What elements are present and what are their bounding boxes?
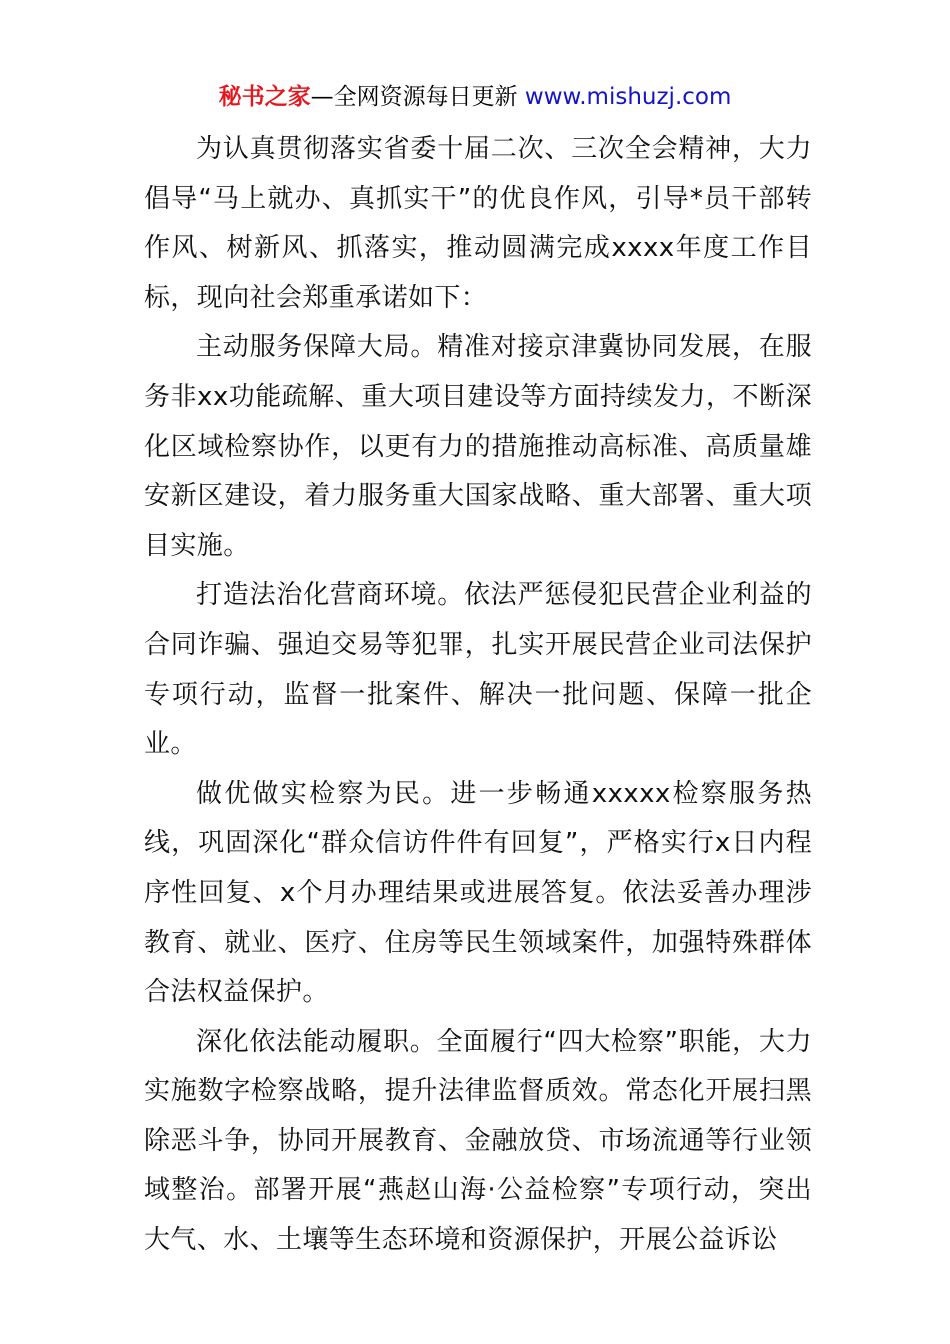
- header-tagline: —全网资源每日更新: [310, 84, 518, 110]
- page-header: [0, 80, 950, 114]
- paragraph-serve-people: 做优做实检察为民。进一步畅通xxxxx检察服务热线，巩固深化“群众信访件件有回复”，严格实行x日内程序性回复、x个月办理结果或进展答复。依法妥善办理涉教育、就业、医疗、住房等民生领域案件，加强特殊群体合法权益保护。: [144, 778, 812, 1008]
- header-brand: 秘书之家: [218, 84, 311, 110]
- paragraph-intro: 为认真贯彻落实省委十届二次、三次全会精神，大力倡导“马上就办、真抓实干”的优良作风，引导*员干部转作风、树新风、抓落实，推动圆满完成xxxx年度工作目标，现向社会郑重承诺如下：: [144, 134, 812, 313]
- document-body: [144, 125, 812, 1266]
- paragraph-business-environment: 打造法治化营商环境。依法严惩侵犯民营企业利益的合同诈骗、强迫交易等犯罪，扎实开展民营企业司法保护专项行动，监督一批案件、解决一批问题、保障一批企业。: [144, 580, 812, 760]
- paragraph-serve-overall: 主动服务保障大局。精准对接京津冀协同发展，在服务非xx功能疏解、重大项目建设等方面持续发力，不断深化区域检察协作，以更有力的措施推动高标准、高质量雄安新区建设，着力服务重大国家战略、重大部署、重大项目实施。: [144, 332, 812, 561]
- header-url-link[interactable]: www.mishuzj.com: [524, 84, 732, 110]
- paragraph-proactive-duty: 深化依法能动履职。全面履行“四大检察”职能，大力实施数字检察战略，提升法律监督质效。常态化开展扫黑除恶斗争，协同开展教育、金融放贷、市场流通等行业领域整治。部署开展“燕赵山海·公益检察”专项行动，突出大气、水、土壤等生态环境和资源保护，开展公益诉讼: [144, 1026, 812, 1256]
